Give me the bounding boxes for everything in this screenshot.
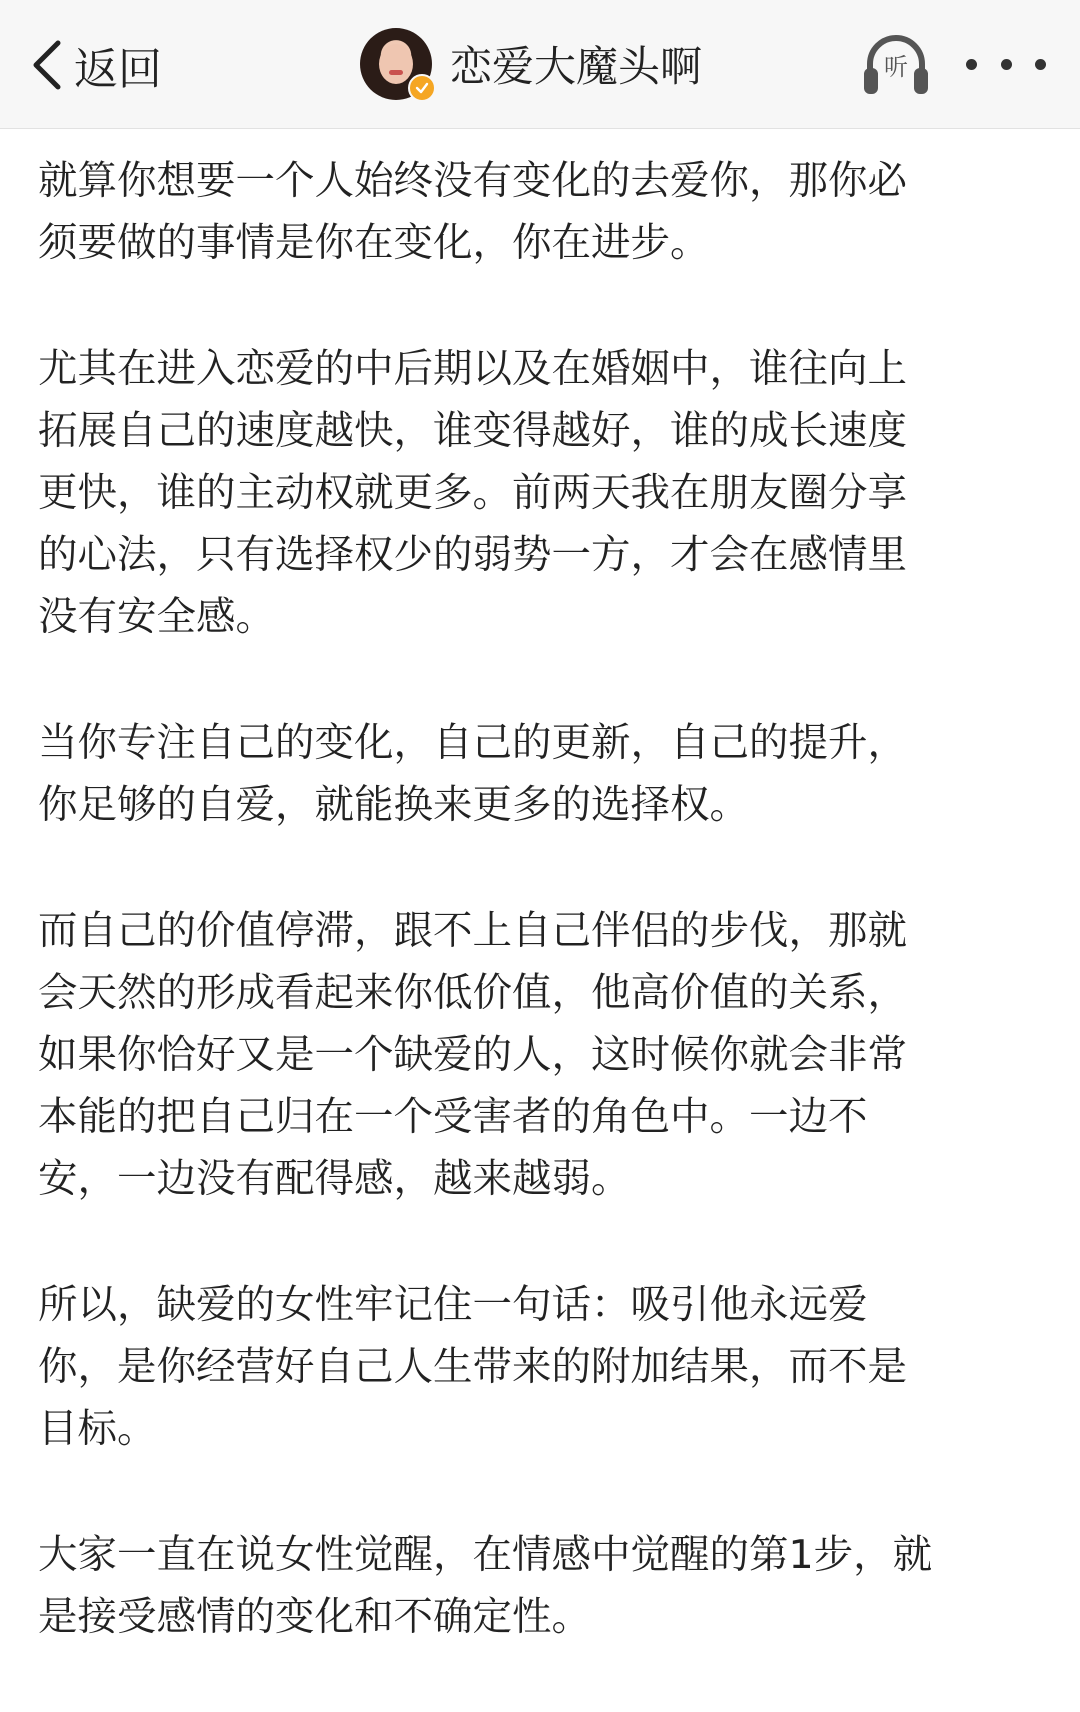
author-name[interactable]: 恋爱大魔头啊	[450, 42, 703, 91]
avatar-face	[379, 44, 413, 84]
paragraph: 尤其在进入恋爱的中后期以及在婚姻中，谁往向上 拓展自己的速度越快，谁变得越好，谁的成长速度 更快，谁的主动权就更多。前两天我在朋友圈分享 的心法，只有选择权少的弱势一方，才会在感情里 没有安全感。	[38, 346, 907, 640]
paragraph: 大家一直在说女性觉醒，在情感中觉醒的第1步，就 是接受感情的变化和不确定性。	[38, 1532, 933, 1640]
back-label: 返回	[74, 44, 162, 95]
top-navigation-bar	[0, 0, 1080, 129]
paragraph: 所以，缺爱的女性牢记住一句话：吸引他永远爱 你，是你经营好自己人生带来的附加结果，而不是 目标。	[38, 1282, 907, 1452]
listen-button[interactable]	[860, 28, 932, 100]
back-button[interactable]	[28, 30, 162, 100]
paragraph: 就算你想要一个人始终没有变化的去爱你，那你必 须要做的事情是你在变化，你在进步。	[38, 158, 907, 266]
more-dots-icon	[1001, 59, 1012, 70]
author-profile[interactable]	[360, 26, 702, 102]
more-options-button[interactable]	[966, 44, 1046, 84]
paragraph: 而自己的价值停滞，跟不上自己伴侣的步伐，那就 会天然的形成看起来你低价值，他高价值的关系， 如果你恰好又是一个缺爱的人，这时候你就会非常 本能的把自己归在一个受害者的角色中。一边不 安，一边没有配得感，越来越弱。	[38, 908, 907, 1202]
headphones-icon	[860, 28, 932, 100]
more-dots-icon	[1035, 59, 1046, 70]
verified-badge-icon	[408, 74, 436, 102]
article-body	[38, 150, 1048, 1712]
listen-label: 听	[884, 53, 908, 81]
paragraph: 当你专注自己的变化，自己的更新，自己的提升， 你足够的自爱，就能换来更多的选择权。	[38, 720, 907, 828]
avatar[interactable]	[360, 28, 432, 100]
chevron-left-icon	[28, 37, 68, 93]
avatar-lips	[389, 70, 403, 75]
more-dots-icon	[966, 59, 977, 70]
